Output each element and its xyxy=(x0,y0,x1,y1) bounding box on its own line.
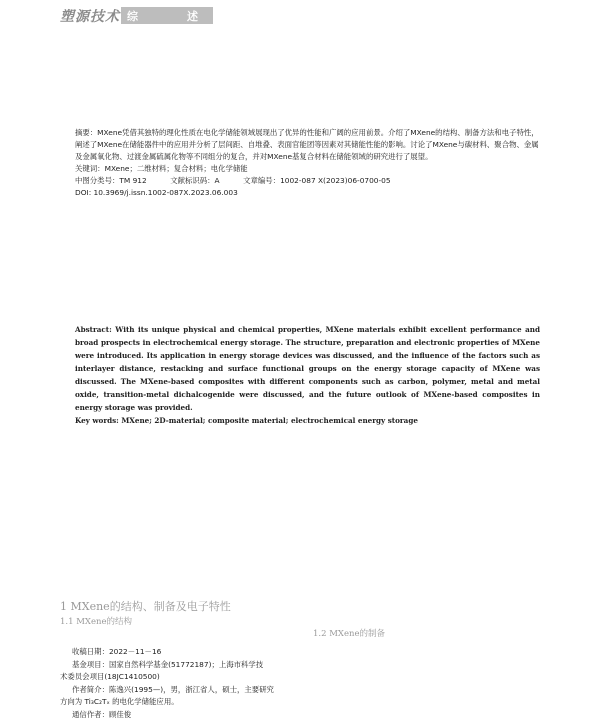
section-tab-char-1: 综 xyxy=(127,10,138,23)
section-1-2-heading: 1.2 MXene的制备 xyxy=(313,629,386,639)
corresponding-author: 通信作者：顾佳俊 xyxy=(72,709,132,719)
english-abstract-block xyxy=(75,323,540,427)
received-date: 收稿日期：2022－11－16 xyxy=(72,647,162,656)
english-keywords: Key words: MXene; 2D-material; composite material; electrochemical energy storage xyxy=(75,416,418,425)
clc-number: 中图分类号：TM 912 xyxy=(75,176,147,185)
section-1-heading: 1 MXene的结构、制备及电子特性 xyxy=(60,600,231,613)
article-footnote xyxy=(60,646,300,721)
document-code: 文献标识码：A xyxy=(170,176,220,185)
classification-line xyxy=(75,175,540,187)
chinese-abstract-block xyxy=(75,127,540,199)
chinese-abstract: 摘要：MXene凭借其独特的理化性质在电化学储能领域展现出了优异的性能和广阔的应用前景。介绍了MXene的结构、制备方法和电子特性，阐述了MXene在储能器件中的应用并分析了层间距、自堆叠、表面官能团等因素对其储能性能的影响。讨论了MXene与碳材料、聚合物、金属及金属氧化物、过渡金属硫属化物等不同组分的复合，并对MXene基复合材料在储能领域的研究进行了展望。 xyxy=(75,128,539,161)
fund-line-1: 基金项目：国家自然科学基金(51772187)；上海市科学技 xyxy=(72,659,264,669)
article-number: 文章编号：1002-087 X(2023)06-0700-05 xyxy=(243,176,391,185)
english-abstract: Abstract: With its unique physical and chemical properties, MXene materials exhibit excellent performance and broad prospects in electrochemical energy storage. The structure, preparation and electronic properties of MXene were introduced. Its application in energy storage devices was discussed, and the influence of the factors such as interlayer distance, restacking and surface functional groups on the energy storage capacity of MXene was discussed. The MXene-based composites with different components such as carbon, polymer, metal and metal oxide, transition-metal dichalcogenide were discussed, and the future outlook of MXene-based composites in energy storage was provided. xyxy=(75,325,540,412)
journal-name: 塑源技术 xyxy=(60,9,120,25)
chinese-keywords: 关键词：MXene；二维材料；复合材料；电化学储能 xyxy=(75,164,248,173)
page-header xyxy=(0,0,600,30)
doi: DOI: 10.3969/j.issn.1002-087X.2023.06.003 xyxy=(75,188,238,197)
section-tab xyxy=(121,7,213,24)
author-line-1: 作者简介：陈逸兴(1995—)，男，浙江省人，硕士，主要研究 xyxy=(72,684,274,694)
section-1-1-heading: 1.1 MXene的结构 xyxy=(60,617,133,627)
fund-line-2: 术委员会项目(18JC1410500) xyxy=(60,672,160,681)
author-line-2: 方向为 Ti₃C₂Tₓ 的电化学储能应用。 xyxy=(60,697,179,706)
section-tab-char-2: 述 xyxy=(187,10,198,23)
